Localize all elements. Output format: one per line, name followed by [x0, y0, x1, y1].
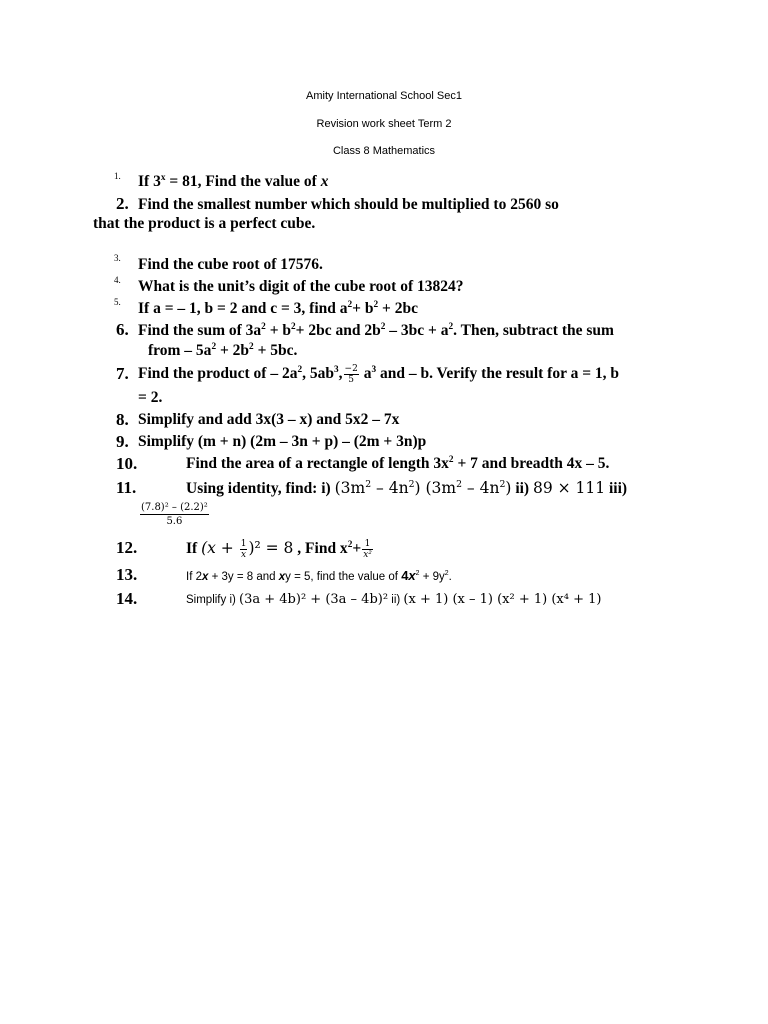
- question-10-number: 10.: [116, 454, 138, 473]
- question-1-number: 1.: [114, 171, 121, 181]
- question-12-number: 12.: [116, 538, 138, 557]
- question-14-number: 14.: [116, 589, 138, 608]
- question-4: What is the unit’s digit of the cube root of 13824?: [138, 278, 464, 295]
- question-7-number: 7.: [116, 364, 129, 383]
- question-5-number: 5.: [114, 297, 121, 307]
- question-7-fraction: $\frac{-2}{5}$: [344, 364, 358, 385]
- question-9-number: 9.: [116, 432, 129, 451]
- question-8-number: 8.: [116, 410, 129, 429]
- question-4-number: 4.: [114, 275, 121, 285]
- question-11-fraction: $\frac{\text{(7.8)² – (2.2)²}}{5.6}$: [141, 502, 208, 527]
- question-9: Simplify (m + n) (2m – 3n + p) – (2m + 3n)p: [138, 433, 427, 450]
- question-7-line2: = 2.: [138, 389, 163, 406]
- question-6-number: 6.: [116, 320, 129, 339]
- question-13-number: 13.: [116, 565, 138, 584]
- class-title: Class 8 Mathematics: [332, 145, 436, 157]
- question-7-line1: Find the product of – $2a^2$, $5ab^3$, $\frac{-2}{5}$ $a^3$ and – b. Verify the result for a = 1, b: [138, 364, 620, 385]
- question-8: Simplify and add 3x(3 – x) and 5x2 – 7x: [138, 411, 400, 428]
- question-5: If a = – 1, b = 2 and c = 3, find $a^2+ b^2 + 2bc$: [138, 299, 418, 317]
- question-1: If $3^x = 81$, Find the value of x: [138, 172, 329, 190]
- question-12: If (x + $\frac{1}{x}$ )² = 8 , Find $x^2+$ $\frac{1}{\text{x²}}$: [186, 538, 372, 560]
- school-title: Amity International School Sec1: [306, 90, 462, 102]
- question-11-number: 11.: [116, 478, 137, 497]
- question-11: Using identity, find: i) $(3m^2 - 4n^2)$ $(3m^2 - 4n^2)$ ii) 89 × 111 iii): [186, 478, 628, 497]
- question-10: Find the area of a rectangle of length $3x^2 + 7$ and breadth 4x – 5.: [186, 454, 610, 472]
- question-2-line2: that the product is a perfect cube.: [93, 215, 316, 232]
- question-14: Simplify i) (3a + 4b)² + (3a – 4b)² ii) (x + 1) (x – 1) (x² + 1) (x⁴ + 1): [186, 592, 602, 607]
- question-6-line1: Find the sum of $3a^2 + b^2+ 2bc$ and $2b^2 - 3bc + a^2$. Then, subtract the sum: [138, 321, 614, 339]
- question-3: Find the cube root of 17576.: [138, 256, 323, 273]
- question-6-line2: from – $5a^2 + 2b^2 + 5bc$.: [148, 341, 298, 359]
- worksheet-title: Revision work sheet Term 2: [316, 118, 452, 130]
- question-2-number: 2.: [116, 194, 129, 213]
- question-13: If 2x + 3y = 8 and xy = 5, find the value of $4x^2 + 9y^2$.: [186, 568, 452, 583]
- question-2-line1: Find the smallest number which should be multiplied to 2560 so: [138, 196, 559, 213]
- question-3-number: 3.: [114, 253, 121, 263]
